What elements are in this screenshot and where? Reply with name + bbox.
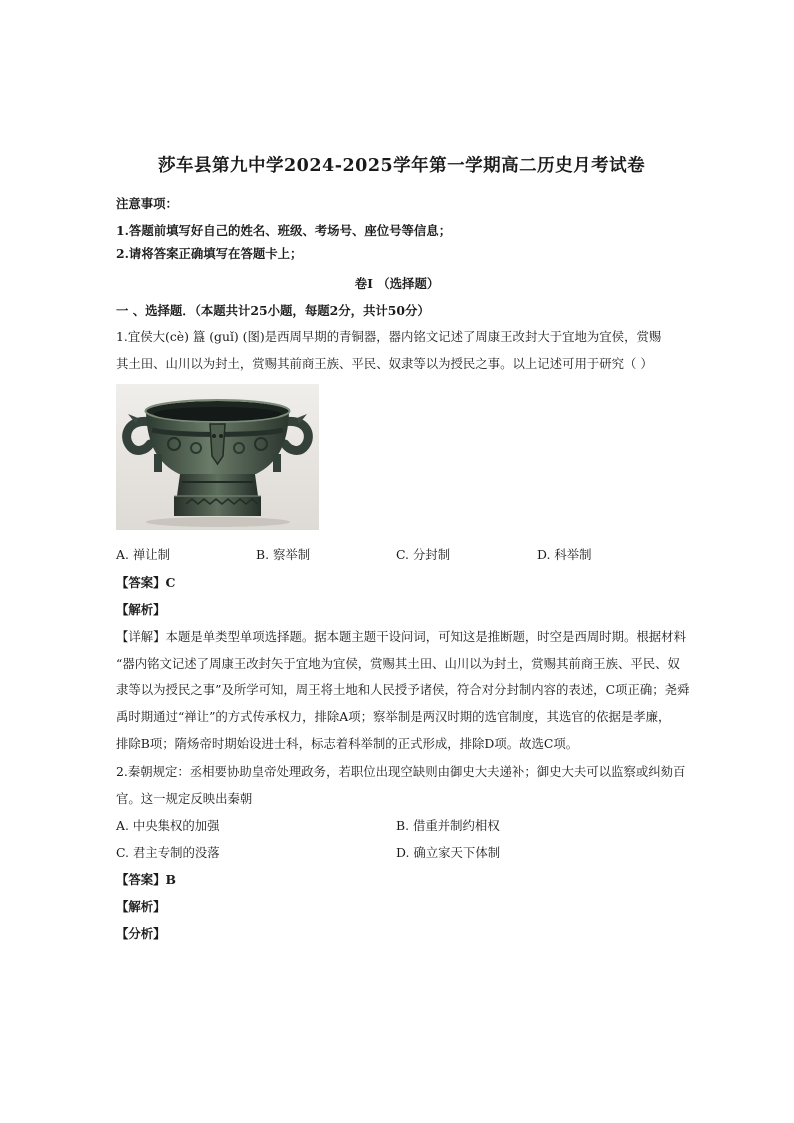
part-heading: 一 、选择题．（本题共计25小题，每题2分，共计50分）	[116, 303, 430, 318]
q1-stem-line-1: 1.宜侯大(cè) 簋 (guǐ) (图)是西周早期的青铜器，器内铭文记述了周康王改封大于宜地为宜侯，赏赐	[116, 329, 662, 344]
q2-option-b: B. 借重并制约相权	[396, 818, 500, 833]
section-title: 卷I （选择题）	[354, 276, 440, 291]
q1-analysis-label: 【解析】	[116, 602, 166, 617]
q2-option-d: D. 确立家天下体制	[396, 845, 501, 860]
notice-item-1: 1.答题前填写好自己的姓名、班级、考场号、座位号等信息；	[116, 223, 452, 238]
q1-stem-line-2: 其土田、山川以为封土，赏赐其前商王族、平民、奴隶等以为授民之事。以上记述可用于研究（ ）	[116, 356, 653, 371]
q1-detail-line-4: 禹时期通过“禅让”的方式传承权力，排除A项；察举制是两汉时期的选官制度，其选官的依据是孝廉，	[116, 709, 671, 724]
q1-option-d: D. 科举制	[537, 547, 592, 562]
q1-detail-line-1: 【详解】本题是单类型单项选择题。据本题主题干设问词，可知这是推断题，时空是西周时期。根据材料	[116, 629, 686, 644]
q2-analysis-label: 【解析】	[116, 899, 166, 914]
q1-answer: 【答案】C	[116, 575, 176, 590]
q2-option-a: A. 中央集权的加强	[116, 818, 220, 833]
q1-detail-line-2: “器内铭文记述了周康王改封矢于宜地为宜侯，赏赐其土田、山川以为封土，赏赐其前商王族、平民、奴	[116, 656, 680, 671]
q2-stem-line-1: 2.秦朝规定：丞相要协助皇帝处理政务，若职位出现空缺则由御史大夫递补；御史大夫可以监察或纠劾百	[116, 764, 686, 779]
q1-detail-line-5: 排除B项；隋炀帝时期始设进士科，标志着科举制的正式形成，排除D项。故选C项。	[116, 736, 579, 751]
q2-answer: 【答案】B	[116, 872, 177, 887]
q2-option-c: C. 君主专制的没落	[116, 845, 220, 860]
notice-item-2: 2.请将答案正确填写在答题卡上；	[116, 246, 303, 261]
q1-option-b: B. 察举制	[256, 547, 311, 562]
bronze-vessel-image	[116, 384, 319, 530]
q2-fenxi-label: 【分析】	[116, 926, 166, 941]
q1-option-a: A. 禅让制	[116, 547, 170, 562]
q1-option-c: C. 分封制	[396, 547, 451, 562]
exam-title: 莎车县第九中学2024-2025学年第一学期高二历史月考试卷	[158, 156, 646, 176]
notice-heading: 注意事项：	[116, 196, 178, 211]
q2-stem-line-2: 官。这一规定反映出秦朝	[116, 791, 253, 806]
q1-detail-line-3: 隶等以为授民之事”及所学可知，周王将土地和人民授予诸侯，符合对分封制内容的表述，C项正确；尧舜	[116, 682, 690, 697]
